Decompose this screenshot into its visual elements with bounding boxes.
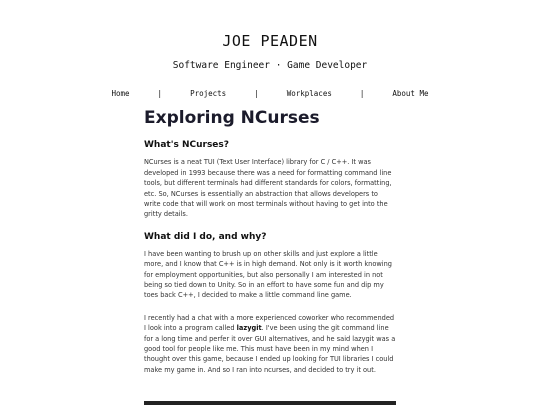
nav-workplaces-link[interactable]: Workplaces bbox=[286, 89, 332, 98]
paragraph-text: . I've been using the git command line for a long time and perfer it over GUI alternatives, and he said lazygit was a good tool for people like me. This must have been in my mind when I thought over this game, because I ended up looking for TUI libraries I could make my game in. And so I ran into ncurses, and decided to try it out. bbox=[144, 324, 396, 374]
site-title: JOE PEADEN bbox=[222, 32, 318, 50]
section-heading-what-did-i-do: What did I do, and why? bbox=[144, 231, 267, 242]
article-title: Exploring NCurses bbox=[144, 108, 320, 128]
section-heading-whats-ncurses: What's NCurses? bbox=[144, 140, 229, 151]
nav-about-link[interactable]: About Me bbox=[392, 89, 429, 98]
paragraph-text: I recently had a chat with a more experienced coworker who recommended I look into a program called bbox=[144, 313, 395, 333]
nav-separator: | bbox=[359, 89, 365, 98]
paragraph: NCurses is a neat TUI (Text User Interface) library for C / C++. It was developed in 1993 because there was a need for formatting command line tools, but different terminals had different standards for colors, formatting, etc. So, NCurses is essentially an abstraction that allows developers to write code that will work on most terminals without having to get into the gritty details. bbox=[144, 158, 392, 219]
main-nav bbox=[0, 89, 540, 98]
nav-home-link[interactable]: Home bbox=[111, 89, 130, 98]
nav-projects-link[interactable]: Projects bbox=[190, 89, 227, 98]
site-subtitle: Software Engineer · Game Developer bbox=[172, 60, 368, 71]
article-content bbox=[144, 108, 396, 387]
code-block-edge bbox=[144, 401, 396, 405]
site-header bbox=[0, 0, 540, 98]
paragraph: I have been wanting to brush up on other skills and just explore a little more, and I know that C++ is in high demand. Not only is it worth knowing for employment opportunities, but also personally I am interested in not being so tied down to Unity. So in an effort to have some fun and dip my toes back C++, I decided to make a little command line game. bbox=[144, 249, 392, 300]
lazygit-bold-text: lazygit bbox=[236, 324, 262, 333]
nav-separator: | bbox=[254, 89, 259, 98]
nav-separator: | bbox=[157, 89, 163, 98]
paragraph bbox=[144, 313, 396, 375]
